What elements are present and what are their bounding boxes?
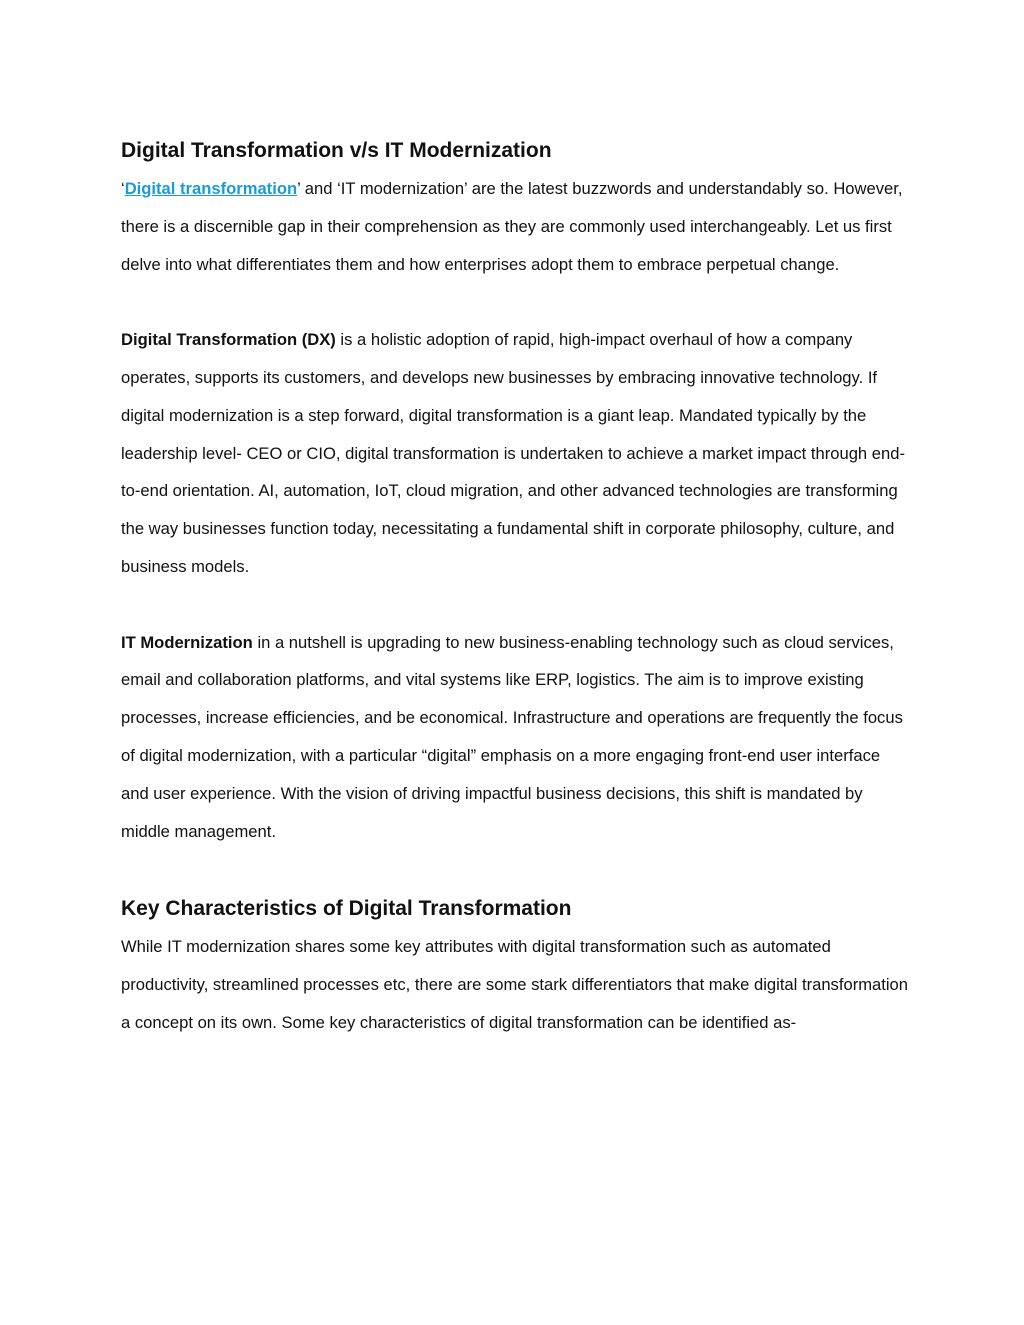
itm-paragraph [121, 624, 911, 851]
intro-paragraph [121, 170, 911, 283]
itm-term: IT Modernization [121, 632, 253, 652]
dx-text: is a holistic adoption of rapid, high-impact overhaul of how a company operates, supports its customers, and develops new businesses by embracing innovative technology. If digital modernization is a step forward, digital transformation is a giant leap. Mandated typically by the leadership level- CEO or CIO, digital transformation is undertaken to achieve a market impact through end-to-end orientation. AI, automation, IoT, cloud migration, and other advanced technologies are transforming the way businesses function today, necessitating a fundamental shift in corporate philosophy, culture, and business models. [121, 330, 905, 576]
section-heading-key-characteristics: Key Characteristics of Digital Transformation [121, 897, 572, 921]
paragraph-spacer [121, 586, 911, 624]
digital-transformation-link[interactable]: Digital transformation [124, 179, 298, 198]
itm-text: in a nutshell is upgrading to new business-enabling technology such as cloud services, email and collaboration platforms, and vital systems like ERP, logistics. The aim is to improve existing processes, increase efficiencies, and be economical. Infrastructure and operations are frequently the focus of digital modernization, with a particular “digital” emphasis on a more engaging front-end user interface and user experience. With the vision of driving impactful business decisions, this shift is mandated by middle management. [121, 632, 903, 841]
paragraph-spacer [121, 283, 911, 321]
key-characteristics-paragraph: While IT modernization shares some key attributes with digital transformation such as automated productivity, streamlined processes etc, there are some stark differentiators that make digital transformation a concept on its own. Some key characteristics of digital transformation can be identified as- [121, 937, 909, 1032]
dx-term: Digital Transformation (DX) [121, 330, 336, 350]
intro-text: ’ and ‘IT modernization’ are the latest buzzwords and understandably so. However, there is a discernible gap in their comprehension as they are commonly used interchangeably. Let us first delve into what differentiates them and how enterprises adopt them to embrace perpetual change. [121, 179, 903, 274]
section-heading-dx-vs-itm: Digital Transformation v/s IT Modernization [121, 139, 552, 162]
intro-quote-open: ‘ [121, 179, 125, 198]
document-page [121, 132, 911, 1042]
dx-paragraph [121, 321, 911, 586]
